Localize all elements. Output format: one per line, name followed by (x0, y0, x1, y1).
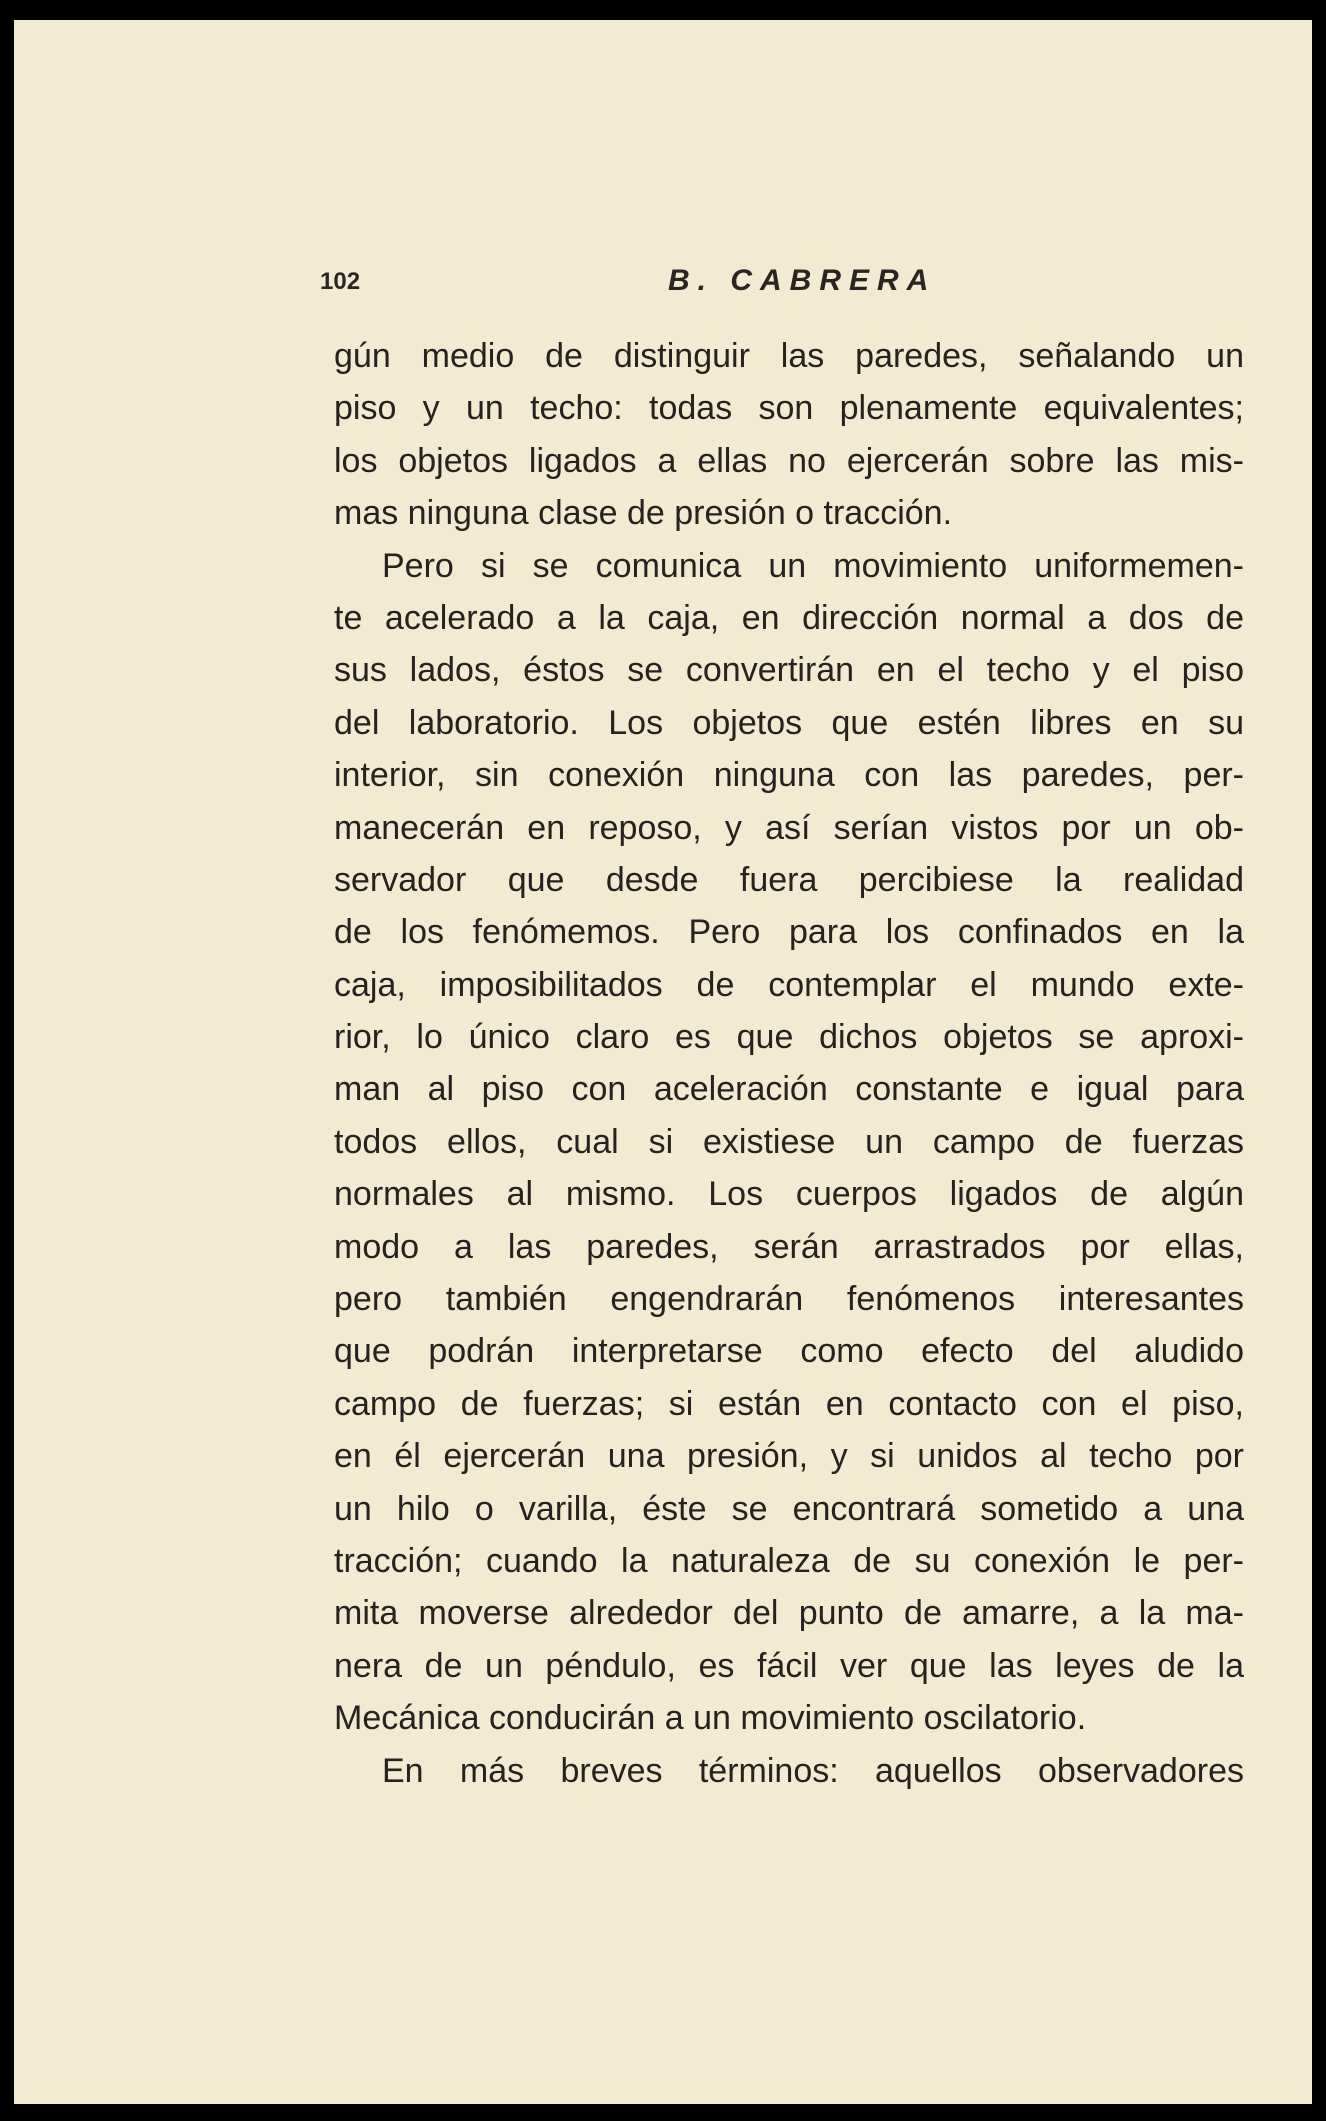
text-line: tracción; cuando la naturaleza de su conexión le per- (334, 1541, 1244, 1580)
text-line: rior, lo único claro es que dichos objetos se aproxi- (334, 1018, 1244, 1057)
text-line: campo de fuerzas; si están en contacto con el piso, (334, 1384, 1244, 1423)
text-line: En más breves términos: aquellos observadores (382, 1751, 1244, 1790)
text-line: los objetos ligados a ellas no ejercerán sobre las mis- (334, 441, 1244, 480)
text-line: del laboratorio. Los objetos que estén libres en su (334, 703, 1244, 742)
text-line: que podrán interpretarse como efecto del aludido (334, 1332, 1244, 1371)
text-line: caja, imposibilitados de contemplar el mundo exte- (334, 965, 1244, 1004)
text-line: interior, sin conexión ninguna con las paredes, per- (334, 756, 1244, 795)
text-line: un hilo o varilla, éste se encontrará sometido a una (334, 1489, 1244, 1528)
text-line: mas ninguna clase de presión o tracción. (334, 494, 953, 533)
text-line: sus lados, éstos se convertirán en el techo y el piso (334, 651, 1244, 690)
book-page (14, 20, 1312, 2104)
text-line: Mecánica conducirán a un movimiento oscilatorio. (334, 1699, 1087, 1738)
text-line: pero también engendrarán fenómenos interesantes (334, 1280, 1244, 1319)
text-line: Pero si se comunica un movimiento uniformemen- (382, 546, 1244, 585)
text-line: modo a las paredes, serán arrastrados por ellas, (334, 1227, 1244, 1266)
running-head-author: B. CABRERA (668, 264, 937, 297)
text-line: manecerán en reposo, y así serían vistos por un ob- (334, 808, 1244, 847)
text-line: piso y un techo: todas son plenamente equivalentes; (334, 389, 1244, 428)
text-line: servador que desde fuera percibiese la realidad (334, 860, 1244, 899)
text-line: man al piso con aceleración constante e igual para (334, 1070, 1244, 1109)
text-line: normales al mismo. Los cuerpos ligados de algún (334, 1175, 1244, 1214)
text-line: todos ellos, cual si existiese un campo de fuerzas (334, 1122, 1244, 1161)
text-line: de los fenómemos. Pero para los confinados en la (334, 913, 1244, 952)
text-line: te acelerado a la caja, en dirección normal a dos de (334, 598, 1244, 637)
running-head (320, 260, 1250, 300)
text-line: gún medio de distinguir las paredes, señalando un (334, 337, 1244, 375)
text-line: mita moverse alrededor del punto de amarre, a la ma- (334, 1594, 1244, 1633)
page-number: 102 (320, 268, 361, 295)
text-line: en él ejercerán una presión, y si unidos al techo por (334, 1437, 1244, 1476)
text-line: nera de un péndulo, es fácil ver que las leyes de la (334, 1646, 1244, 1685)
body-text (334, 330, 1244, 1797)
